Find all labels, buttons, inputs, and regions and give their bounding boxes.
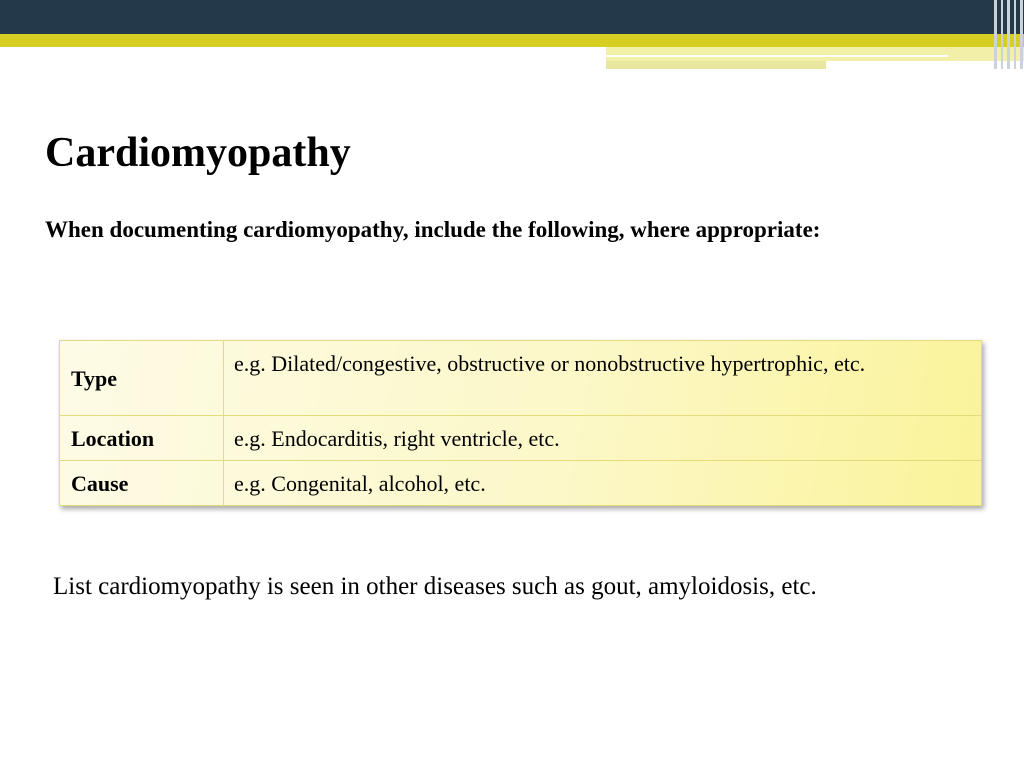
slide-title: Cardiomyopathy [45,130,351,176]
row-label: Cause [60,461,224,506]
header-pale-bar [606,47,1024,61]
row-label: Type [60,341,224,416]
header-pale-bar-short [606,61,826,69]
table-row [60,341,982,416]
table-row [60,416,982,461]
row-value: e.g. Congenital, alcohol, etc. [224,461,982,506]
details-table [59,340,982,506]
header-dark-bar [0,0,1024,34]
header-divider-line [606,55,948,57]
intro-text: When documenting cardiomyopathy, include the following, where appropriate: [45,217,821,242]
header-stripes [992,0,1024,69]
header-accent-bar [0,34,1024,47]
row-label: Location [60,416,224,461]
table-row [60,461,982,506]
row-value: e.g. Endocarditis, right ventricle, etc. [224,416,982,461]
row-value: e.g. Dilated/congestive, obstructive or nonobstructive hypertrophic, etc. [224,341,982,416]
note-text: List cardiomyopathy is seen in other diseases such as gout, amyloidosis, etc. [53,573,817,600]
